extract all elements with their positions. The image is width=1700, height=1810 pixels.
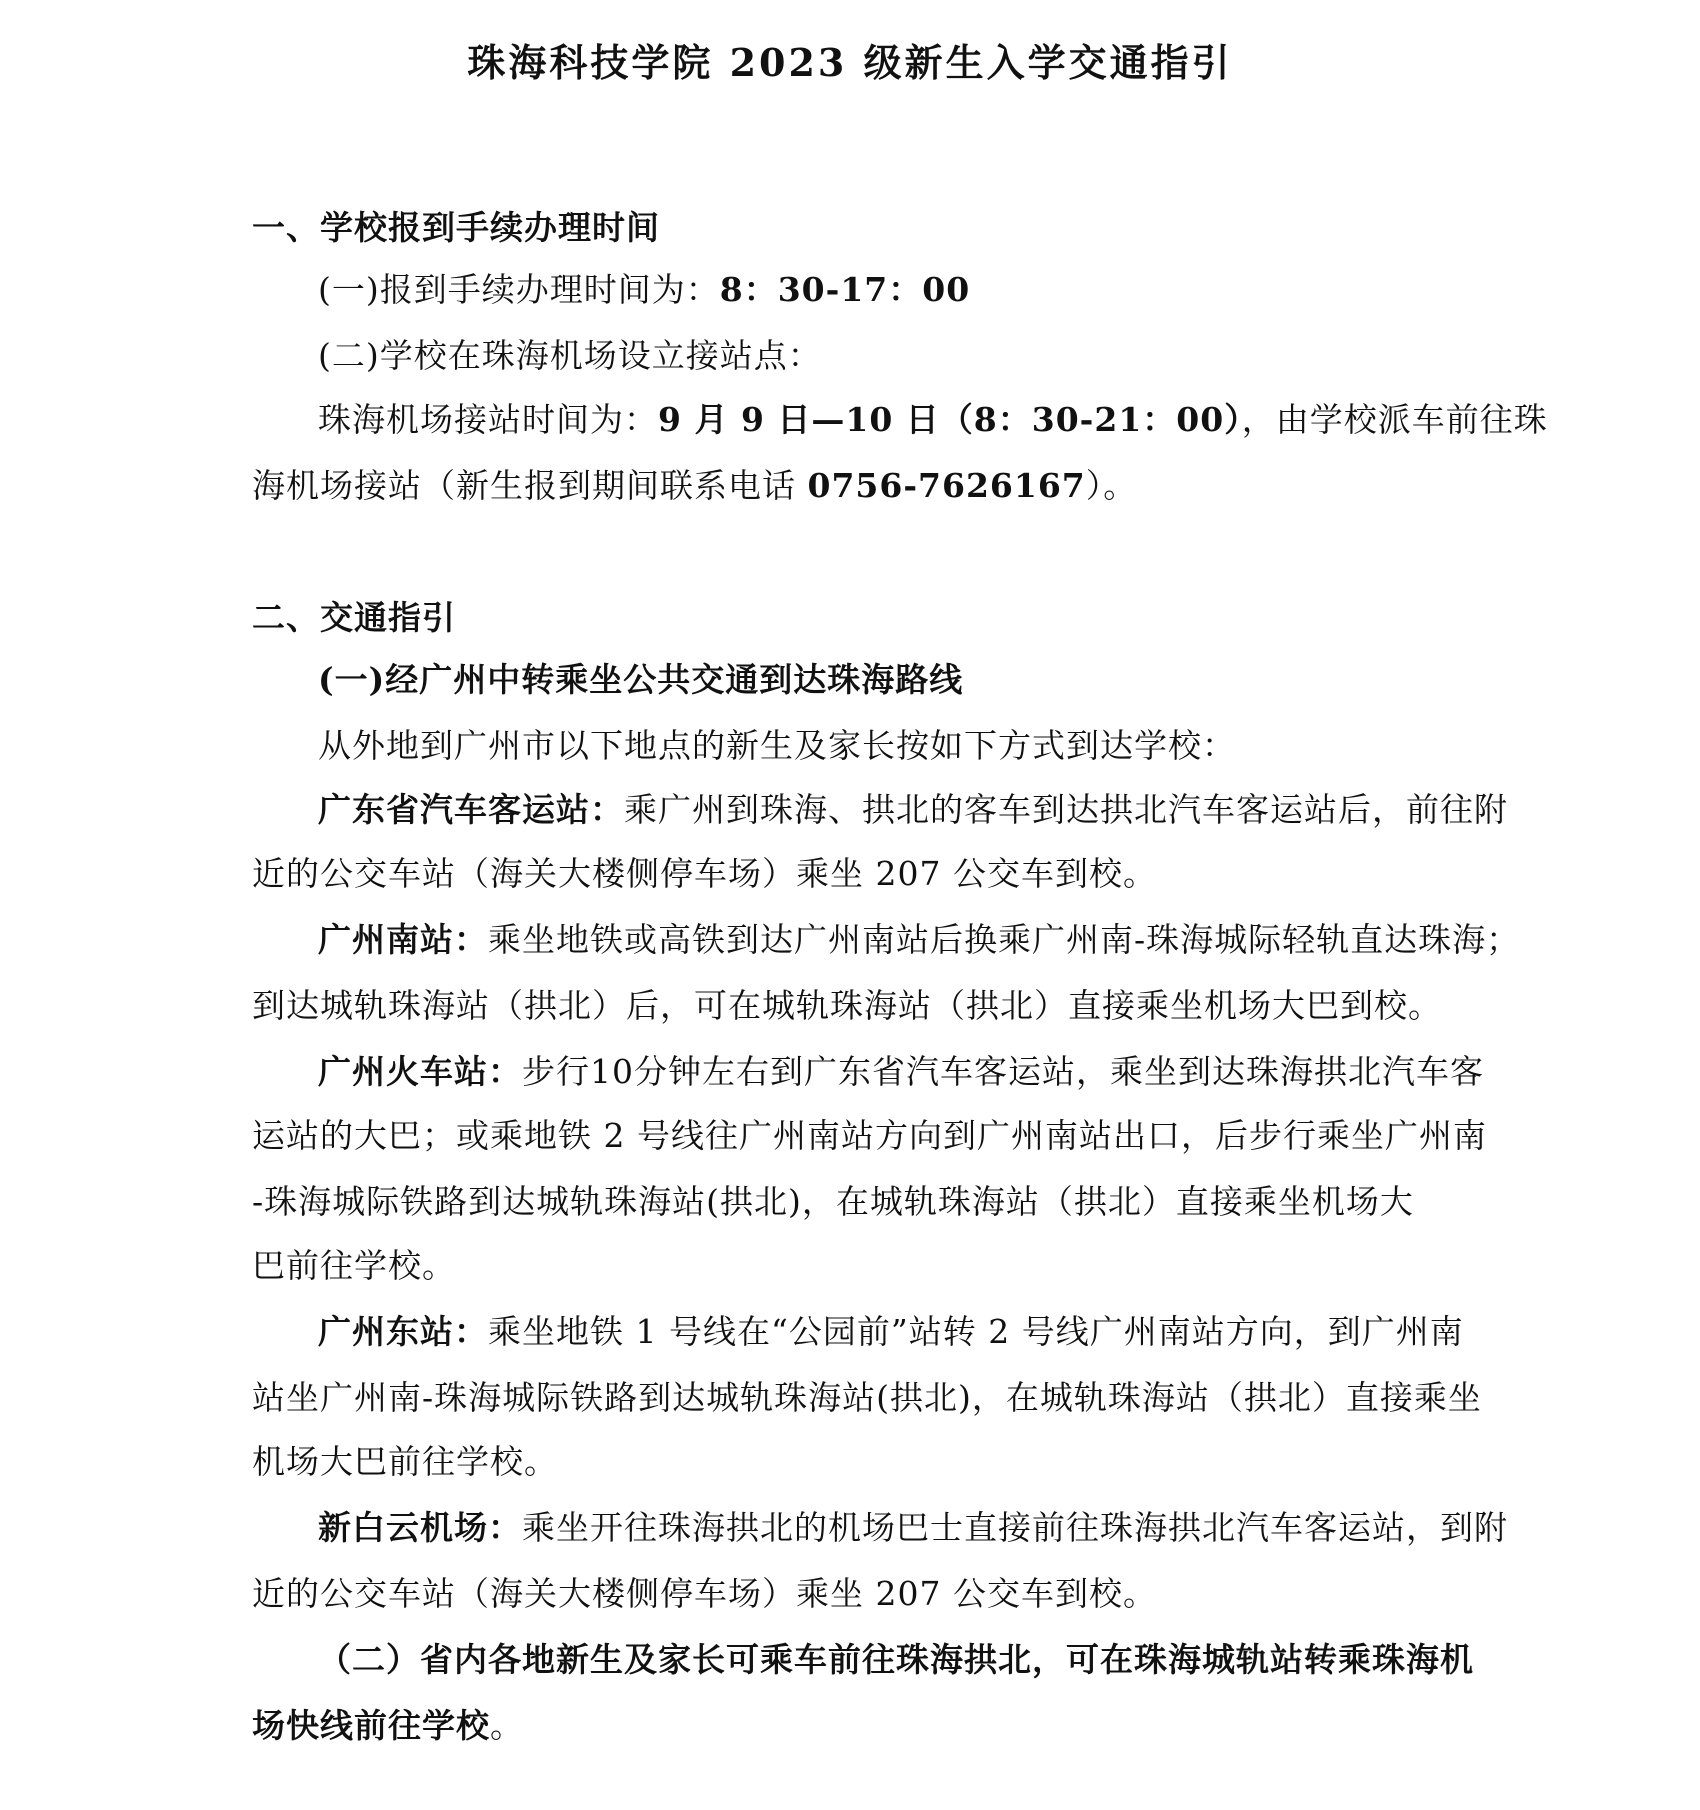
subsection-2-heading: （二）省内各地新生及家长可乘车前往珠海拱北，可在珠海城轨站转乘珠海机: [318, 1640, 1474, 1679]
airport-pickup-time-label: 珠海机场接站时间为：: [318, 400, 658, 439]
route-text-line: 站坐广州南-珠海城际铁路到达城轨珠海站(拱北)，在城轨珠海站（拱北）直接乘坐: [252, 1378, 1482, 1417]
route-name: 广东省汽车客运站：: [318, 790, 624, 829]
registration-time-value: 8：30-17：00: [719, 270, 971, 309]
airport-pickup-contact-end: ）。: [1085, 466, 1138, 505]
route-guangzhou-railway: [318, 1050, 1484, 1094]
route-text: 乘坐地铁或高铁到达广州南站后换乘广州南-珠海城际轻轨直达珠海；: [488, 920, 1521, 959]
airport-pickup-contact-line: [252, 464, 1137, 508]
airport-pickup-time-line: [318, 398, 1548, 442]
route-text-line: 巴前往学校。: [252, 1246, 456, 1285]
route-guangzhou-south: [318, 918, 1520, 962]
route-text-line: 到达城轨珠海站（拱北）后，可在城轨珠海站（拱北）直接乘坐机场大巴到校。: [252, 986, 1442, 1025]
route-text-line: 运站的大巴；或乘地铁 2 号线往广州南站方向到广州南站出口，后步行乘坐广州南: [252, 1116, 1487, 1155]
registration-time-line: [318, 268, 970, 312]
routes-intro: 从外地到广州市以下地点的新生及家长按如下方式到达学校：: [318, 726, 1236, 765]
route-text: 乘广州到珠海、拱北的客车到达拱北汽车客运站后，前往附: [624, 790, 1508, 829]
route-text-line: -珠海城际铁路到达城轨珠海站(拱北)，在城轨珠海站（拱北）直接乘坐机场大: [252, 1182, 1414, 1221]
contact-phone: 0756-7626167: [807, 466, 1086, 505]
route-text-line: 近的公交车站（海关大楼侧停车场）乘坐 207 公交车到校。: [252, 854, 1157, 893]
route-baiyun-airport: [318, 1506, 1508, 1550]
airport-pickup-contact-label: 海机场接站（新生报到期间联系电话: [252, 466, 808, 505]
document-title: 珠海科技学院 2023 级新生入学交通指引: [467, 40, 1233, 85]
route-name: 新白云机场：: [318, 1508, 522, 1547]
registration-time-label: (一)报到手续办理时间为：: [318, 270, 720, 309]
subsection-1-heading: (一)经广州中转乘坐公共交通到达珠海路线: [318, 660, 964, 699]
route-text-line: 近的公交车站（海关大楼侧停车场）乘坐 207 公交车到校。: [252, 1574, 1157, 1613]
airport-pickup-dates: 9 月 9 日—10 日（8：30-21：00）: [658, 400, 1242, 439]
route-bus-station: [318, 788, 1508, 832]
section-2-heading: 二、交通指引: [252, 598, 456, 637]
route-guangzhou-east: [318, 1310, 1464, 1354]
route-text: 乘坐开往珠海拱北的机场巴士直接前往珠海拱北汽车客运站，到附: [522, 1508, 1508, 1547]
subsection-2-end: 。: [490, 1706, 524, 1745]
route-name: 广州东站：: [318, 1312, 488, 1351]
airport-pickup-text: ，由学校派车前往珠: [1241, 400, 1548, 439]
subsection-2-text: 场快线前往学校: [252, 1706, 490, 1745]
airport-pickup-point-line: (二)学校在珠海机场设立接站点：: [318, 336, 822, 375]
route-text: 乘坐地铁 1 号线在“公园前”站转 2 号线广州南站方向，到广州南: [488, 1312, 1464, 1351]
route-name: 广州火车站：: [318, 1052, 522, 1091]
route-text: 步行10分钟左右到广东省汽车客运站，乘坐到达珠海拱北汽车客: [522, 1052, 1484, 1091]
route-text-line: 机场大巴前往学校。: [252, 1442, 558, 1481]
route-name: 广州南站：: [318, 920, 488, 959]
section-1-heading: 一、学校报到手续办理时间: [252, 208, 660, 247]
subsection-2-line: [252, 1704, 524, 1748]
